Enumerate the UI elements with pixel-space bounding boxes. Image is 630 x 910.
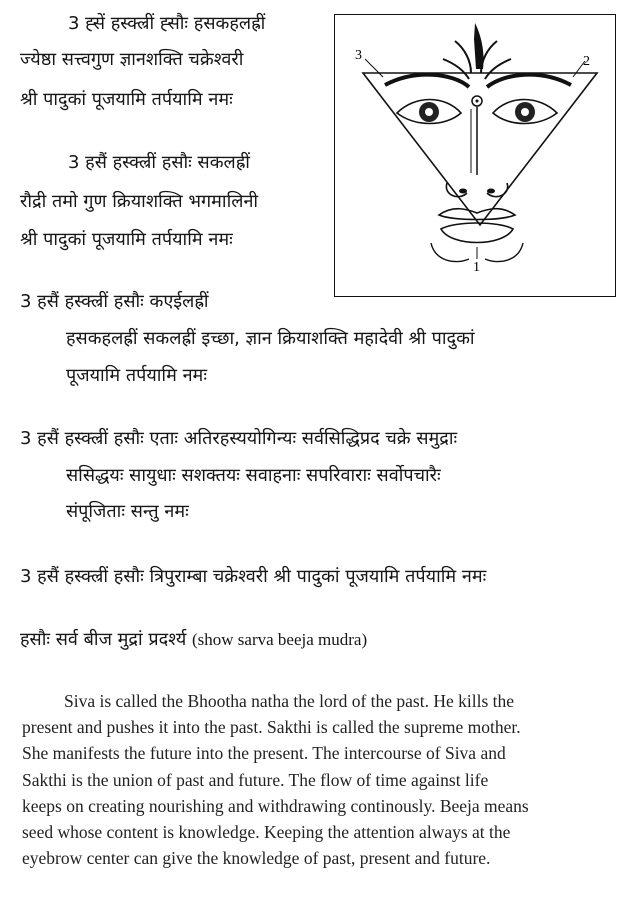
face-illustration <box>335 15 615 296</box>
paragraph-line: seed whose content is knowledge. Keeping the attention always at the <box>22 822 511 843</box>
figure-label: 1 <box>473 260 480 275</box>
paragraph-line: eyebrow center can give the knowledge of past, present and future. <box>22 848 491 869</box>
mantra-line: पूजयामि तर्पयामि नमः <box>66 365 207 386</box>
face-triangle-figure <box>334 14 616 297</box>
mudra-sanskrit: हसौः सर्व बीज मुद्रां प्रदर्श्य <box>20 629 187 650</box>
mantra-line: श्री पादुकां पूजयामि तर्पयामि नमः <box>20 229 233 250</box>
mantra-line: ससिद्धयः सायुधाः सशक्तयः सवाहनाः सपरिवाराः सर्वोपचारैः <box>66 465 441 486</box>
mantra-line: संपूजिताः सन्तु नमः <box>66 501 189 522</box>
mantra-line: 3 हसैं हस्क्ल्रीं हसौः एताः अतिरहस्ययोगिन्यः सर्वसिद्धिप्रद चक्रे समुद्राः <box>20 428 458 449</box>
mantra-line: हसकहलह्रीं सकलह्रीं इच्छा, ज्ञान क्रियाशक्ति महादेवी श्री पादुकां <box>66 328 475 349</box>
mantra-line: रौद्री तमो गुण क्रियाशक्ति भगमालिनी <box>20 191 259 212</box>
paragraph-line: She manifests the future into the present. The intercourse of Siva and <box>22 743 506 764</box>
paragraph-line: present and pushes it into the past. Sakthi is called the supreme mother. <box>22 717 521 738</box>
mantra-line: श्री पादुकां पूजयामि तर्पयामि नमः <box>20 89 233 110</box>
figure-label: 2 <box>583 54 590 69</box>
commentary-paragraph <box>22 688 614 871</box>
mantra-line: 3 ह्सें हस्क्ल्रीं ह्सौः हसकहलह्रीं <box>68 13 266 34</box>
paragraph-line: keeps on creating nourishing and withdrawing continously. Beeja means <box>22 795 529 816</box>
mantra-line: 3 हसैं हस्क्ल्रीं हसौः कएईलह्रीं <box>20 291 209 312</box>
mudra-english: (show sarva beeja mudra) <box>192 630 368 649</box>
paragraph-line: Sakthi is the union of past and future. The flow of time against life <box>22 769 489 790</box>
mantra-line: 3 हसैं हस्क्ल्रीं हसौः त्रिपुराम्बा चक्रेश्वरी श्री पादुकां पूजयामि तर्पयामि नमः <box>20 566 487 587</box>
mudra-line <box>20 628 367 652</box>
mantra-line: 3 हसैं हस्क्ल्रीं हसौः सकलह्रीं <box>68 152 250 173</box>
mantra-line: ज्येष्ठा सत्त्वगुण ज्ञानशक्ति चक्रेश्वरी <box>20 49 244 70</box>
figure-label: 3 <box>355 48 362 63</box>
paragraph-line: Siva is called the Bhootha natha the lord of the past. He kills the <box>64 691 515 711</box>
